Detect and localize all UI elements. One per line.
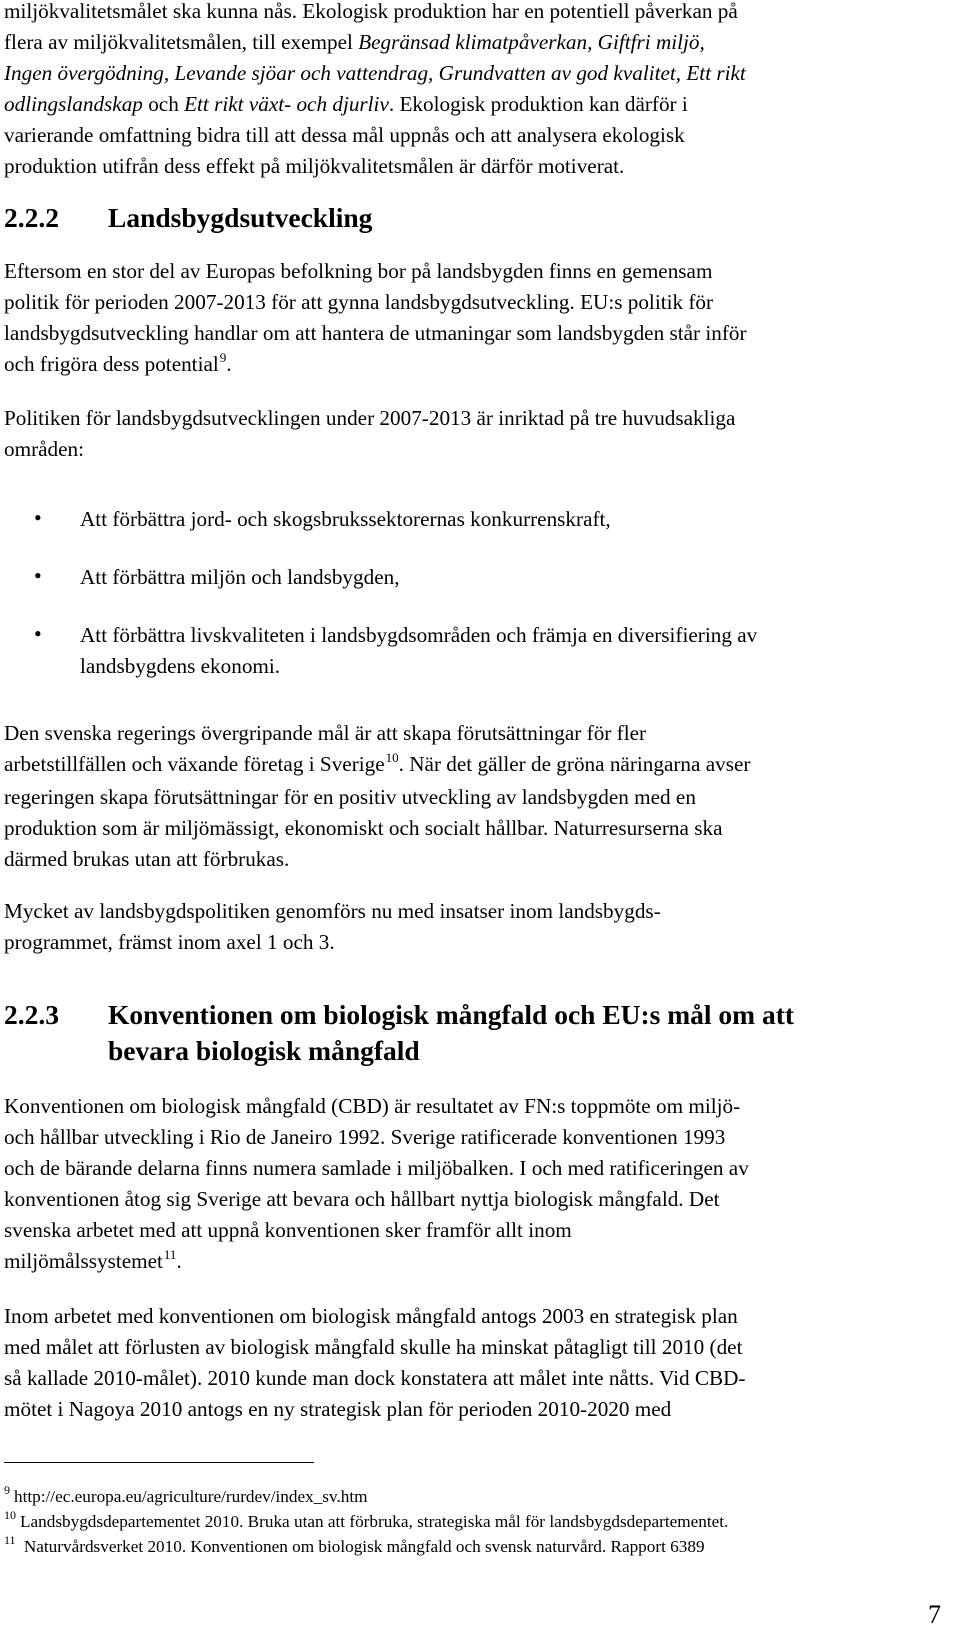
footnote-ref-10[interactable]: 10 xyxy=(385,750,399,765)
text-line: Eftersom en stor del av Europas befolkning bor på landsbygden finns en gemensam xyxy=(4,259,713,283)
text-line: Politiken för landsbygdsutvecklingen under 2007-2013 är inriktad på tre huvudsakliga xyxy=(4,406,736,430)
section-title-line: Konventionen om biologisk mångfald och EU:s mål om att xyxy=(108,999,795,1030)
paragraph-konventionen xyxy=(4,1091,944,1279)
section-title-line: bevara biologisk mångfald xyxy=(108,1035,420,1066)
text-run: och xyxy=(142,92,185,116)
footnote-ref-9[interactable]: 9 xyxy=(219,350,227,365)
text-line: produktion utifrån dess effekt på miljökvalitetsmålen är därför motiverat. xyxy=(4,154,625,178)
bullet-marker: • xyxy=(34,505,42,530)
paragraph-svenska xyxy=(4,718,944,875)
paragraph-eftersom xyxy=(4,256,944,382)
page-number: 7 xyxy=(928,1600,941,1629)
text-line: områden: xyxy=(4,437,85,461)
text-run: . xyxy=(176,1249,182,1273)
section-number: 2.2.2 xyxy=(4,202,59,233)
section-number: 2.2.3 xyxy=(4,999,59,1030)
text-run: arbetstillfällen och växande företag i Sverige xyxy=(4,752,385,776)
footnote-number: 9 xyxy=(4,1483,10,1497)
section-title: Landsbygdsutveckling xyxy=(108,202,373,233)
text-line: miljökvalitetsmålet ska kunna nås. Ekologisk produktion har en potentiell påverkan på xyxy=(4,0,738,23)
text-run: . xyxy=(226,352,232,376)
text-line: landsbygdens ekonomi. xyxy=(80,654,281,678)
text-line: svenska arbetet med att uppnå konventionen sker framför allt inom xyxy=(4,1218,572,1242)
text-line: och hållbar utveckling i Rio de Janeiro 1992. Sverige ratificerade konventionen 1993 xyxy=(4,1125,726,1149)
text-line: politik för perioden 2007-2013 för att gynna landsbygdsutveckling. EU:s politik för xyxy=(4,290,714,314)
text-line: konventionen åtog sig Sverige att bevara och hållbart nyttja biologisk mångfald. Det xyxy=(4,1187,720,1211)
text-line: med målet att förlusten av biologisk mångfald skulle ha minskat påtagligt till 2010 (det xyxy=(4,1335,743,1359)
text-line: så kallade 2010-målet). 2010 kunde man dock konstatera att målet inte nåtts. Vid CBD- xyxy=(4,1366,746,1390)
paragraph-intro xyxy=(4,0,944,182)
section-heading-2-2-3 xyxy=(0,997,960,1077)
text-line: produktion som är miljömässigt, ekonomiskt och socialt hållbar. Naturresurserna ska xyxy=(4,816,723,840)
text-line xyxy=(4,749,944,782)
bullet-item: Att förbättra miljön och landsbygden, xyxy=(80,565,400,589)
text-line xyxy=(4,1246,944,1279)
footnote-ref-11[interactable]: 11 xyxy=(163,1247,177,1262)
footnote-number: 11 xyxy=(4,1533,16,1547)
text-run: . När det gäller de gröna näringarna avser xyxy=(398,752,751,776)
paragraph-politiken xyxy=(4,403,944,465)
footnote-divider xyxy=(4,1462,314,1463)
text-line: Den svenska regerings övergripande mål är att skapa förutsättningar för fler xyxy=(4,721,647,745)
text-line: regeringen skapa förutsättningar för en positiv utveckling av landsbygden med en xyxy=(4,785,696,809)
footnote-text: Landsbygdsdepartementet 2010. Bruka utan att förbruka, strategiska mål för landsbygdsdepartementet. xyxy=(20,1512,729,1531)
text-line: programmet, främst inom axel 1 och 3. xyxy=(4,930,335,954)
italic-text-run: Begränsad klimatpåverkan, Giftfri miljö, xyxy=(358,30,705,54)
paragraph-mycket xyxy=(4,896,944,958)
text-run: . Ekologisk produktion kan därför i xyxy=(388,92,688,116)
paragraph-inom xyxy=(4,1301,944,1425)
text-run: flera av miljökvalitetsmålen, till exempel xyxy=(4,30,359,54)
text-line: mötet i Nagoya 2010 antogs en ny strategisk plan för perioden 2010-2020 med xyxy=(4,1397,672,1421)
text-line: Att förbättra livskvaliteten i landsbygdsområden och främja en diversifiering av xyxy=(80,623,758,647)
footnote-9 xyxy=(4,1483,368,1509)
footnote-number: 10 xyxy=(4,1508,16,1522)
text-run: och frigöra dess potential xyxy=(4,352,219,376)
text-line: därmed brukas utan att förbrukas. xyxy=(4,847,290,871)
italic-text-run: Ett rikt växt- och djurliv xyxy=(184,92,389,116)
footnote-text: Naturvårdsverket 2010. Konventionen om biologisk mångfald och svensk naturvård. Rapport 6389 xyxy=(19,1537,705,1556)
italic-text-run: odlingslandskap xyxy=(4,92,143,116)
text-line: varierande omfattning bidra till att dessa mål uppnås och att analysera ekologisk xyxy=(4,123,685,147)
bullet-marker: • xyxy=(34,563,42,588)
bullet-item: Att förbättra jord- och skogsbrukssektorernas konkurrenskraft, xyxy=(80,507,611,531)
text-line: landsbygdsutveckling handlar om att hantera de utmaningar som landsbygden står inför xyxy=(4,321,747,345)
footnote-10 xyxy=(4,1508,729,1534)
text-line: Mycket av landsbygdspolitiken genomförs nu med insatser inom landsbygds- xyxy=(4,899,661,923)
text-line xyxy=(4,89,944,120)
text-line: Konventionen om biologisk mångfald (CBD) är resultatet av FN:s toppmöte om miljö- xyxy=(4,1094,741,1118)
text-line: och de bärande delarna finns numera samlade i miljöbalken. I och med ratificeringen av xyxy=(4,1156,749,1180)
bullet-marker: • xyxy=(34,621,42,646)
footnote-11 xyxy=(4,1533,705,1559)
bullet-item xyxy=(80,620,757,682)
footnote-link[interactable]: http://ec.europa.eu/agriculture/rurdev/index_sv.htm xyxy=(14,1487,368,1506)
text-line: Ingen övergödning, Levande sjöar och vattendrag, Grundvatten av god kvalitet, Ett rikt xyxy=(4,61,746,85)
text-line xyxy=(4,349,944,382)
text-line: Inom arbetet med konventionen om biologisk mångfald antogs 2003 en strategisk plan xyxy=(4,1304,738,1328)
text-line xyxy=(4,27,944,58)
text-run: miljömålssystemet xyxy=(4,1249,163,1273)
